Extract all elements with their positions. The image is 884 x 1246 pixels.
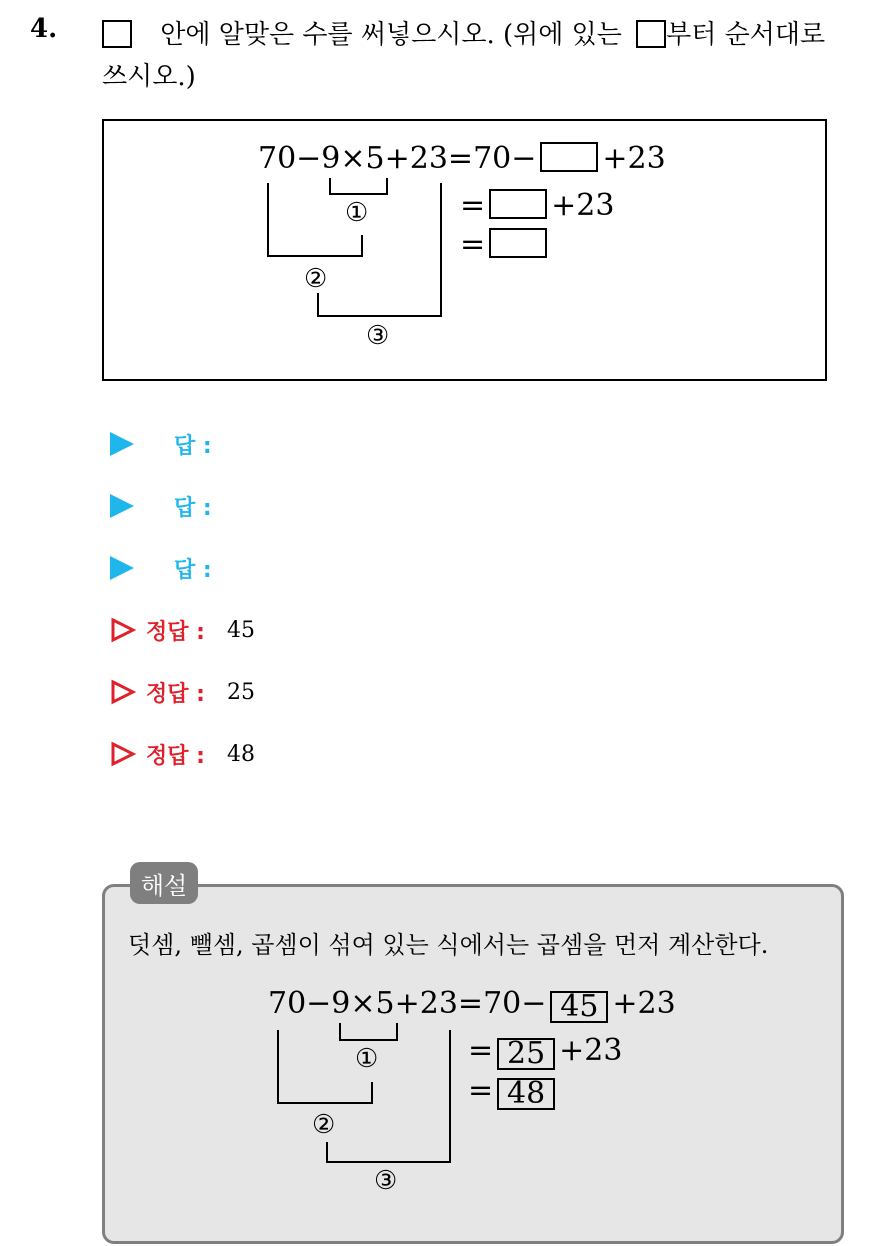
explanation-tag: 해설 xyxy=(130,862,198,904)
explanation-equals-2: = xyxy=(468,1073,494,1108)
filled-box-45: 45 xyxy=(550,991,608,1023)
plus-23-2: +23 xyxy=(551,188,615,223)
problem-expression: 70−9×5+23=70− xyxy=(258,141,537,176)
correct-value: 48 xyxy=(226,741,255,767)
explanation-text: 덧셈, 뺄셈, 곱셈이 섞여 있는 식에서는 곱셈을 먼저 계산한다. xyxy=(128,931,769,959)
answer-row-1 xyxy=(110,424,212,464)
correct-row-2 xyxy=(110,672,255,712)
question-text-part2: 부터 순서대로 xyxy=(666,20,826,50)
play-triangle-icon xyxy=(110,556,134,580)
correct-label: 정답 : xyxy=(146,681,205,707)
explanation-plus-23: +23 xyxy=(612,986,676,1021)
plus-23: +23 xyxy=(602,141,666,176)
step-label-2: ② xyxy=(304,264,328,294)
step-label-3: ③ xyxy=(366,321,390,351)
exp-bracket-step-3 xyxy=(327,1030,450,1162)
correct-label: 정답 : xyxy=(146,743,205,769)
outline-triangle-icon xyxy=(110,679,136,705)
answer-label: 답 : xyxy=(174,495,212,521)
answer-label: 답 : xyxy=(174,557,212,583)
step-label-1: ① xyxy=(345,198,369,228)
equals-sign: = xyxy=(460,188,486,223)
correct-value: 25 xyxy=(226,679,255,705)
correct-label: 정답 : xyxy=(146,619,205,645)
filled-box-48: 48 xyxy=(497,1078,555,1110)
correct-row-1 xyxy=(110,610,255,650)
exp-step-label-2: ② xyxy=(312,1110,336,1140)
problem-brackets xyxy=(0,0,884,400)
exp-bracket-step-1 xyxy=(340,1023,397,1040)
question-text-part1: 안에 알맞은 수를 써넣으시오. (위에 있는 xyxy=(160,20,622,50)
explanation-plus-23-2: +23 xyxy=(559,1033,623,1068)
explanation-expression: 70−9×5+23=70− xyxy=(268,986,547,1021)
equals-sign-2: = xyxy=(460,227,486,262)
exp-step-label-3: ③ xyxy=(374,1166,398,1196)
correct-value: 45 xyxy=(226,617,255,643)
outline-triangle-icon xyxy=(110,617,136,643)
filled-box-25: 25 xyxy=(497,1038,555,1070)
answer-row-2 xyxy=(110,486,212,526)
play-triangle-icon xyxy=(110,494,134,518)
correct-row-3 xyxy=(110,734,255,774)
question-number: 4. xyxy=(30,14,58,44)
play-triangle-icon xyxy=(110,432,134,456)
explanation-brackets xyxy=(0,1000,884,1200)
bracket-step-1 xyxy=(330,178,387,194)
explanation-equals: = xyxy=(468,1033,494,1068)
outline-triangle-icon xyxy=(110,741,136,767)
answer-label: 답 : xyxy=(174,433,212,459)
exp-step-label-1: ① xyxy=(355,1044,379,1074)
bracket-step-3 xyxy=(318,183,441,316)
question-line-2: 쓰시오.) xyxy=(102,62,196,92)
answer-row-3 xyxy=(110,548,212,588)
